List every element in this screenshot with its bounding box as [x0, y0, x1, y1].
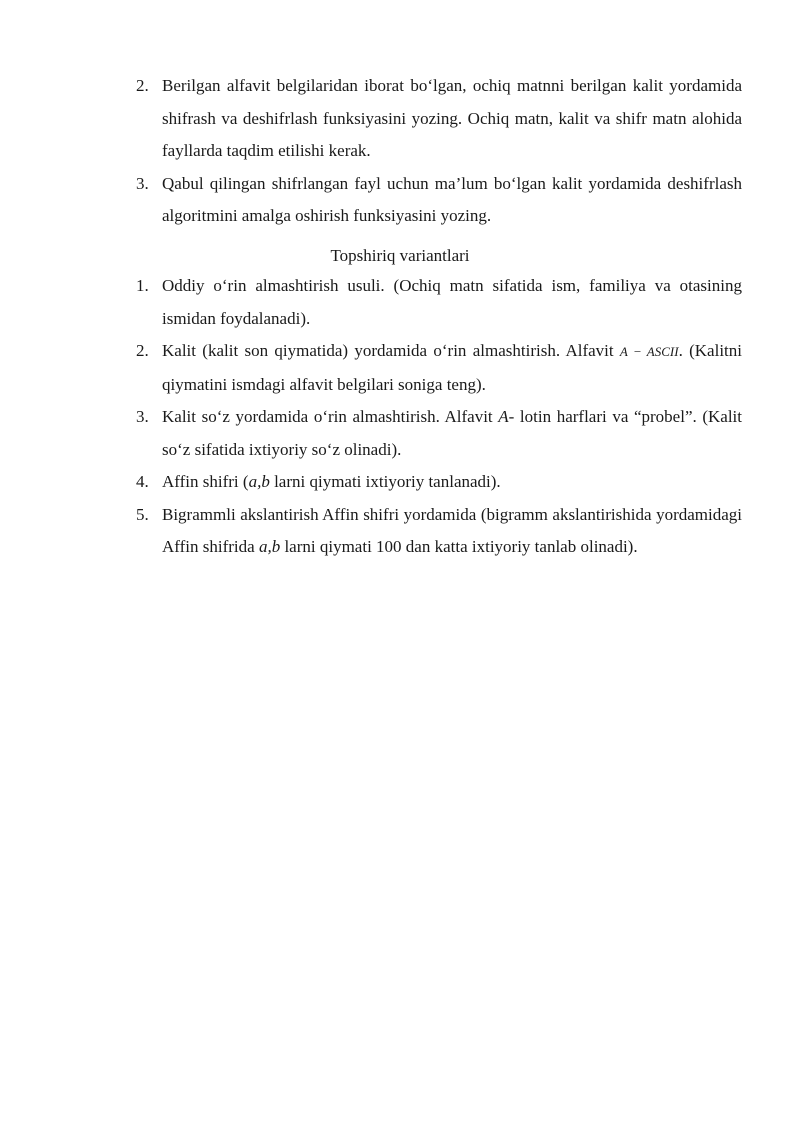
task-text: Berilgan alfavit belgilaridan iborat bo‘lgan, ochiq matnni berilgan kalit yordamida shifrash va deshifrlash funksiyasini yozing. Ochiq matn, kalit va shifr matn alohida fayllarda taqdim etilishi kerak. [162, 76, 742, 160]
variant-text-after: . (Kalitni qiymatini ismdagi alfavit belgilari soniga teng). [162, 341, 742, 394]
variant-text-after: larni qiymati ixtiyoriy tanlanadi). [269, 472, 501, 491]
list-number: 2. [136, 76, 149, 95]
variant-text-before: Affin shifri ( [162, 472, 249, 491]
list-number: 5. [136, 504, 149, 524]
list-number: 1. [136, 276, 149, 295]
math-expression: a,b [248, 472, 270, 491]
variant-text-before: Bigrammli akslantirish Affin shifri yordamida (bigramm akslantirishida yordamidagi Affin shifrida [162, 504, 742, 556]
task-text: Qabul qilingan shifrlangan fayl uchun ma’lum bo‘lgan kalit yordamida deshifrlash algoritmini amalga oshirish funksiyasini yozing. [162, 173, 742, 225]
list-number: 4. [136, 472, 149, 491]
variant-text-before: Kalit (kalit son qiymatida) yordamida o‘rin almashtirish. Alfavit [162, 341, 620, 360]
variants-list [136, 270, 742, 564]
task-item [136, 70, 742, 168]
math-expression: A [498, 407, 509, 426]
list-number: 3. [136, 173, 149, 193]
list-number: 3. [136, 407, 149, 426]
variant-text: Oddiy o‘rin almashtirish usuli. (Ochiq matn sifatida ism, familiya va otasining ismidan foydalanadi). [162, 276, 742, 328]
variant-text-before: Kalit so‘z yordamida o‘rin almashtirish. Alfavit [162, 407, 499, 426]
task-list [136, 70, 742, 233]
math-expression: A − ASCII [619, 344, 679, 359]
list-number: 2. [136, 341, 149, 360]
variant-item [136, 499, 742, 564]
variant-item [136, 270, 742, 335]
variant-item [136, 466, 742, 499]
task-item [136, 168, 742, 233]
variant-text-after: larni qiymati 100 dan katta ixtiyoriy tanlab olinadi). [280, 537, 638, 556]
variant-item [136, 335, 742, 401]
variants-heading: Topshiriq variantlari [330, 246, 470, 265]
math-expression: a,b [258, 537, 281, 556]
variant-text-after: - lotin harflari va “probel”. (Kalit so‘z sifatida ixtiyoriy so‘z olinadi). [162, 407, 743, 459]
variant-item [136, 401, 742, 466]
